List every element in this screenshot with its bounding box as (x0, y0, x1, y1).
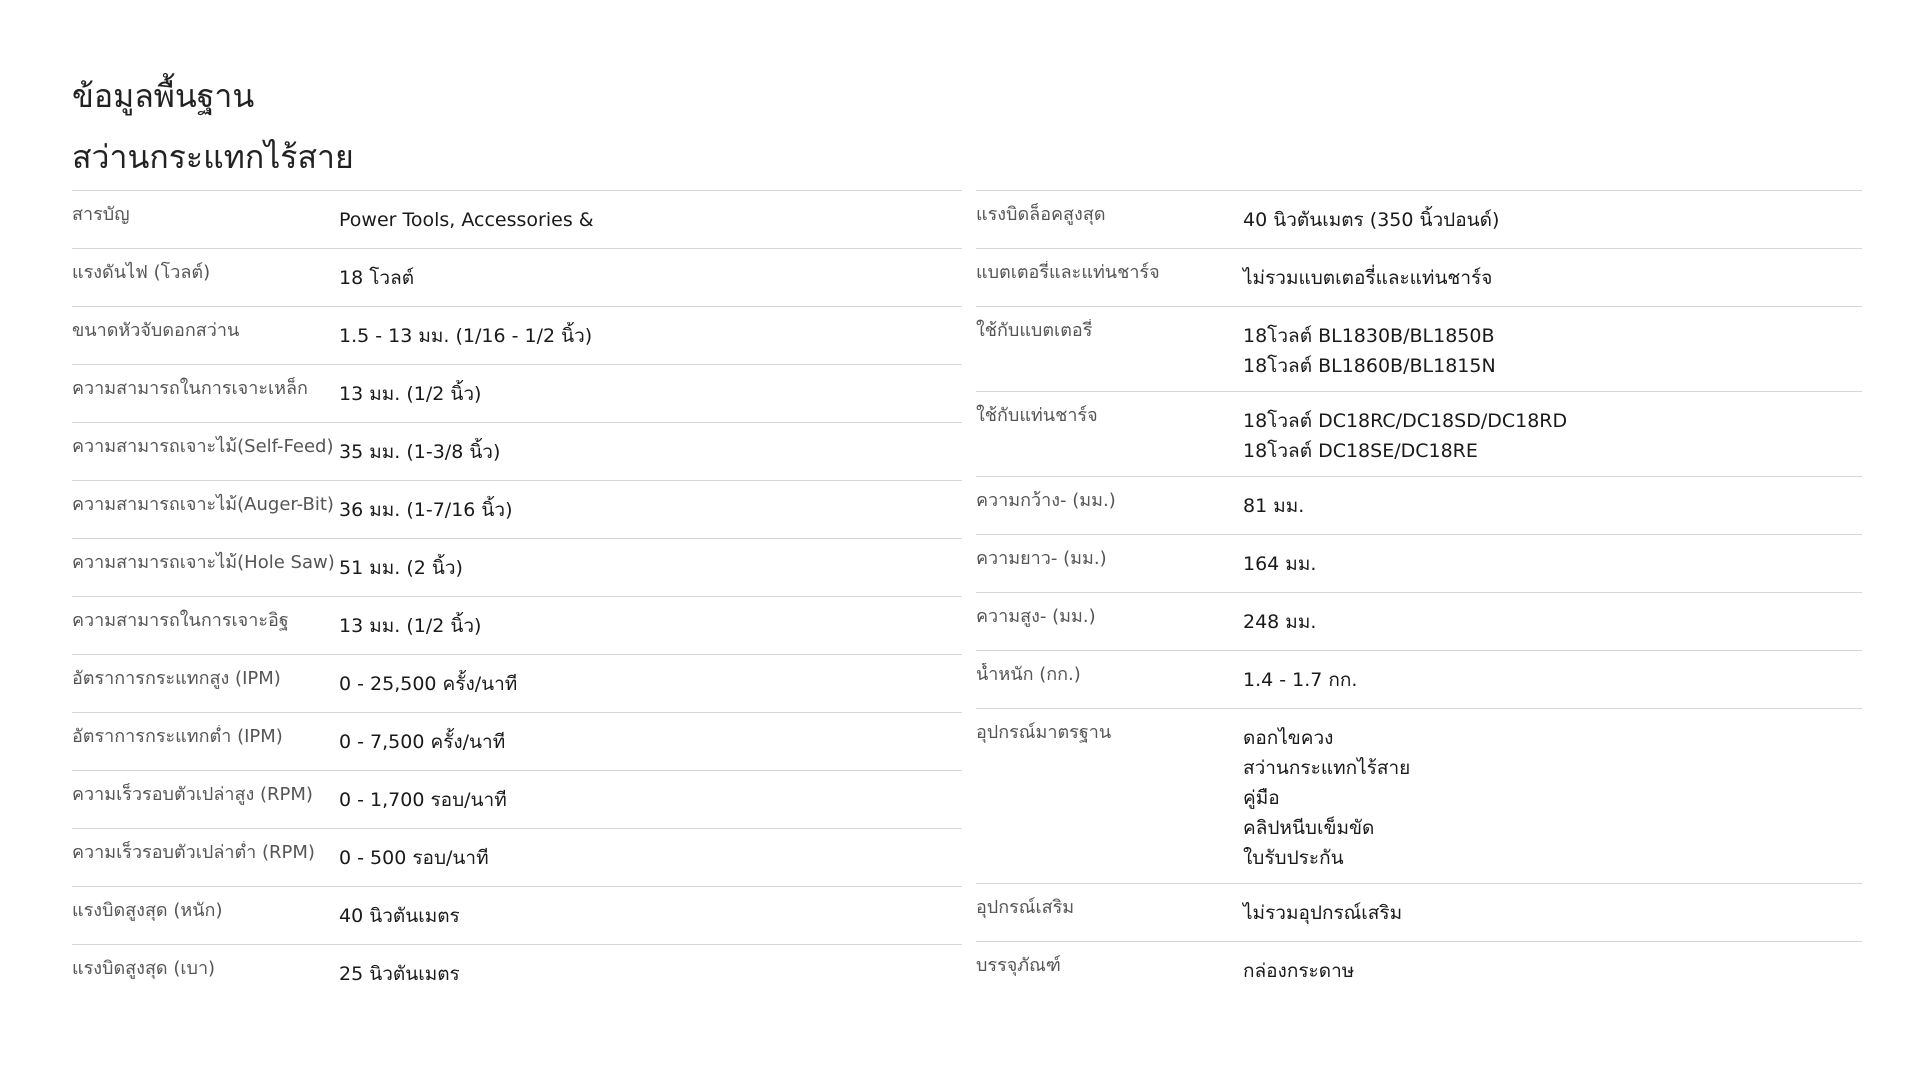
spec-row (72, 828, 962, 886)
spec-row (72, 596, 962, 654)
spec-value (339, 783, 962, 818)
spec-row (976, 306, 1862, 391)
spec-value (1243, 605, 1862, 640)
spec-value-line: 18โวลต์ BL1830B/BL1850B (1243, 325, 1495, 347)
spec-row (72, 886, 962, 944)
spec-value-line: 18โวลต์ DC18RC/DC18SD/DC18RD (1243, 410, 1568, 432)
spec-row (72, 770, 962, 828)
spec-value (1243, 203, 1862, 238)
spec-value (1243, 319, 1862, 381)
spec-value (339, 957, 962, 992)
spec-value (1243, 663, 1862, 698)
spec-row (72, 654, 962, 712)
spec-label: ความเร็วรอบตัวเปล่าสูง (RPM) (72, 784, 313, 805)
spec-table (72, 190, 1862, 1002)
product-title: สว่านกระแทกไร้สาย (72, 138, 354, 176)
spec-row (976, 708, 1862, 883)
spec-value-line: 18 โวลต์ (339, 267, 415, 289)
spec-row (976, 650, 1862, 708)
spec-row (976, 391, 1862, 476)
spec-value (339, 203, 962, 238)
spec-row (976, 476, 1862, 534)
spec-value-line: สว่านกระแทกไร้สาย (1243, 757, 1411, 779)
spec-value (339, 609, 962, 644)
spec-row (72, 190, 962, 248)
spec-label: แรงบิดสูงสุด (หนัก) (72, 900, 223, 921)
spec-row (976, 592, 1862, 650)
spec-row (72, 480, 962, 538)
spec-row (72, 422, 962, 480)
spec-label: บรรจุภัณฑ์ (976, 955, 1061, 976)
spec-label: ความสามารถในการเจาะอิฐ (72, 610, 289, 631)
spec-row (976, 534, 1862, 592)
spec-label: แรงบิดล็อคสูงสุด (976, 204, 1106, 225)
spec-value (1243, 547, 1862, 582)
spec-label: ความเร็วรอบตัวเปล่าต่ำ (RPM) (72, 842, 315, 863)
spec-label: ความสามารถในการเจาะเหล็ก (72, 378, 308, 399)
spec-label: ความสามารถเจาะไม้(Auger-Bit) (72, 494, 334, 515)
spec-row (976, 941, 1862, 999)
spec-label: สารบัญ (72, 204, 130, 225)
spec-value (339, 667, 962, 702)
spec-value-line: 164 มม. (1243, 553, 1317, 575)
spec-value-line: 35 มม. (1-3/8 นิ้ว) (339, 441, 501, 463)
spec-value-line: 0 - 1,700 รอบ/นาที (339, 789, 507, 811)
spec-value (1243, 404, 1862, 466)
spec-value-line: ไม่รวมอุปกรณ์เสริม (1243, 902, 1403, 924)
spec-value (1243, 896, 1862, 931)
spec-value-line: 1.5 - 13 มม. (1/16 - 1/2 นิ้ว) (339, 325, 593, 347)
spec-value-line: 18โวลต์ DC18SE/DC18RE (1243, 440, 1478, 462)
spec-value-line: 0 - 25,500 ครั้ง/นาที (339, 673, 518, 695)
spec-value (339, 435, 962, 470)
spec-value-line: 40 นิวตันเมตร (350 นิ้วปอนด์) (1243, 209, 1500, 231)
spec-value (339, 261, 962, 296)
spec-label: ความกว้าง- (มม.) (976, 490, 1116, 511)
spec-value (1243, 721, 1862, 873)
spec-row (976, 190, 1862, 248)
spec-column-right (976, 190, 1862, 1002)
spec-label: อุปกรณ์มาตรฐาน (976, 722, 1112, 743)
spec-label: น้ำหนัก (กก.) (976, 664, 1081, 685)
spec-label: แรงบิดสูงสุด (เบา) (72, 958, 216, 979)
spec-row (72, 712, 962, 770)
spec-label: ความยาว- (มม.) (976, 548, 1107, 569)
spec-value-line: ใบรับประกัน (1243, 847, 1344, 869)
spec-label: ความสามารถเจาะไม้(Self-Feed) (72, 436, 334, 457)
spec-value-line: 248 มม. (1243, 611, 1317, 633)
spec-value (1243, 261, 1862, 296)
spec-row (72, 248, 962, 306)
spec-row (72, 538, 962, 596)
spec-label: อุปกรณ์เสริม (976, 897, 1075, 918)
spec-row (976, 883, 1862, 941)
spec-value (339, 841, 962, 876)
spec-value-line: 25 นิวตันเมตร (339, 963, 460, 985)
spec-row (72, 306, 962, 364)
spec-value (1243, 489, 1862, 524)
spec-row (72, 364, 962, 422)
spec-value-line: 0 - 7,500 ครั้ง/นาที (339, 731, 506, 753)
spec-value (339, 551, 962, 586)
spec-value-line: 36 มม. (1-7/16 นิ้ว) (339, 499, 513, 521)
spec-value (339, 725, 962, 760)
spec-value (339, 493, 962, 528)
spec-value-line: ไม่รวมแบตเตอรี่และแท่นชาร์จ (1243, 267, 1493, 289)
spec-value-line: 51 มม. (2 นิ้ว) (339, 557, 463, 579)
spec-value-line: คลิปหนีบเข็มขัด (1243, 817, 1375, 839)
spec-value-line: 40 นิวตันเมตร (339, 905, 460, 927)
spec-value (339, 377, 962, 412)
spec-label: แรงดันไฟ (โวลต์) (72, 262, 211, 283)
spec-value-line: 1.4 - 1.7 กก. (1243, 669, 1358, 691)
section-title: ข้อมูลพื้นฐาน (72, 77, 255, 115)
spec-label: แบตเตอรี่และแท่นชาร์จ (976, 262, 1160, 283)
spec-column-left (72, 190, 962, 1002)
spec-value-line: 81 มม. (1243, 495, 1305, 517)
spec-value-line: กล่องกระดาษ (1243, 960, 1355, 982)
spec-value-line: คู่มือ (1243, 787, 1280, 809)
spec-value (1243, 954, 1862, 989)
spec-label: ความสูง- (มม.) (976, 606, 1096, 627)
spec-value (339, 319, 962, 354)
spec-label: ขนาดหัวจับดอกสว่าน (72, 320, 240, 341)
spec-value-line: ดอกไขควง (1243, 727, 1334, 749)
spec-value-line: 18โวลต์ BL1860B/BL1815N (1243, 355, 1496, 377)
spec-label: อัตราการกระแทกสูง (IPM) (72, 668, 281, 689)
spec-value (339, 899, 962, 934)
spec-label: ใช้กับแบตเตอรี่ (976, 320, 1093, 341)
spec-label: ใช้กับแท่นชาร์จ (976, 405, 1098, 426)
spec-row (72, 944, 962, 1002)
spec-label: ความสามารถเจาะไม้(Hole Saw) (72, 552, 335, 573)
spec-label: อัตราการกระแทกต่ำ (IPM) (72, 726, 283, 747)
spec-row (976, 248, 1862, 306)
spec-value-line: 13 มม. (1/2 นิ้ว) (339, 615, 482, 637)
spec-value-line: 13 มม. (1/2 นิ้ว) (339, 383, 482, 405)
spec-value-line: 0 - 500 รอบ/นาที (339, 847, 489, 869)
spec-value-line: Power Tools, Accessories & (339, 209, 594, 231)
